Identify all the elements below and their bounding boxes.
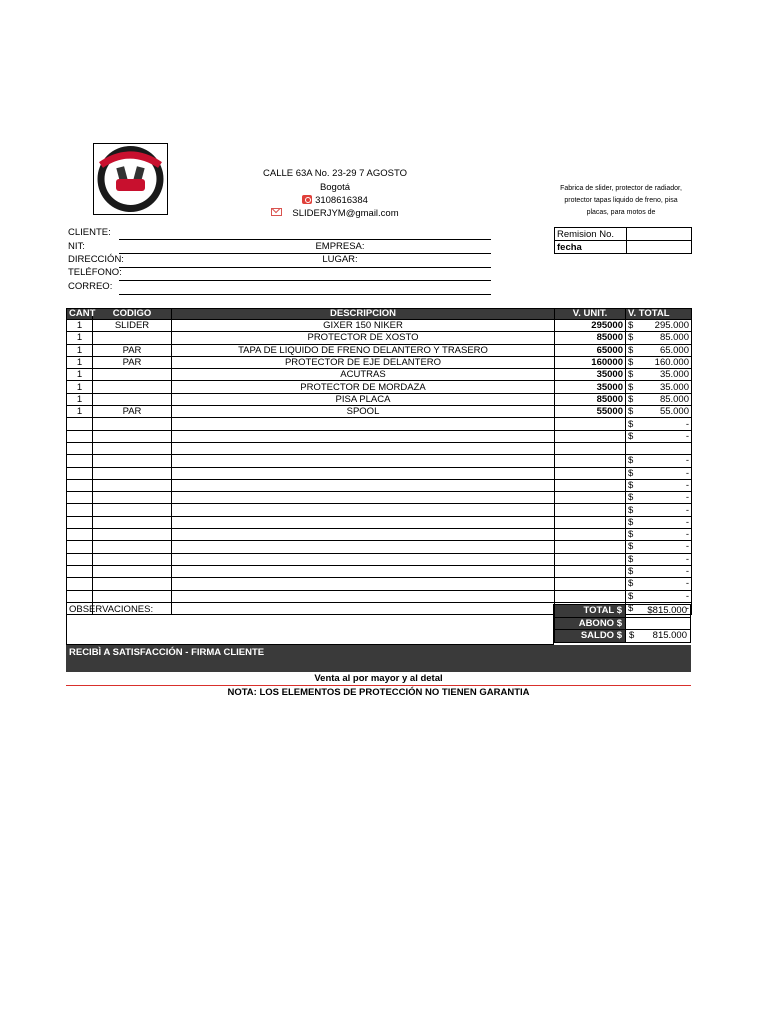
vtotal-currency: $ <box>628 357 634 369</box>
cell-codigo[interactable] <box>93 541 172 553</box>
cell-cant[interactable] <box>67 467 93 479</box>
vtotal-value: - <box>685 492 689 504</box>
cell-vunit[interactable]: 35000 <box>555 369 626 381</box>
table-row <box>67 455 692 467</box>
cell-codigo[interactable]: PAR <box>93 344 172 356</box>
vtotal-currency: $ <box>628 504 634 516</box>
table-row <box>67 553 692 565</box>
cell-vtotal <box>626 455 692 467</box>
cell-vtotal <box>626 565 692 577</box>
col-descripcion: DESCRIPCION <box>172 309 555 320</box>
table-row <box>67 590 692 602</box>
cell-descripcion[interactable] <box>172 578 555 590</box>
cell-descripcion[interactable]: PROTECTOR DE XOSTO <box>172 332 555 344</box>
cell-vunit[interactable] <box>555 516 626 528</box>
table-row <box>67 381 692 393</box>
cell-vunit[interactable] <box>555 541 626 553</box>
observaciones-box[interactable] <box>66 604 554 645</box>
table-row <box>67 565 692 577</box>
fecha-value[interactable] <box>627 241 692 254</box>
vtotal-currency: $ <box>628 332 634 344</box>
cell-descripcion[interactable] <box>172 504 555 516</box>
table-row <box>67 356 692 368</box>
cell-cant[interactable] <box>67 418 93 430</box>
cell-codigo[interactable] <box>93 442 172 454</box>
vtotal-currency: $ <box>628 578 634 590</box>
vtotal-currency: $ <box>628 467 634 479</box>
items-table <box>66 308 692 615</box>
cell-descripcion[interactable] <box>172 430 555 442</box>
company-phone <box>230 195 440 207</box>
cell-cant[interactable] <box>67 529 93 541</box>
vtotal-value: - <box>685 566 689 578</box>
vtotal-value: 85.000 <box>659 332 689 344</box>
cell-descripcion[interactable]: PISA PLACA <box>172 393 555 405</box>
vtotal-currency: $ <box>628 320 634 332</box>
cell-vtotal <box>626 578 692 590</box>
vtotal-value: - <box>685 430 689 442</box>
cell-vunit[interactable]: 85000 <box>555 393 626 405</box>
firma-cliente: RECIBÌ A SATISFACCIÓN - FIRMA CLIENTE <box>66 645 691 672</box>
cell-vunit[interactable] <box>555 479 626 491</box>
cell-cant[interactable] <box>67 479 93 491</box>
cell-vunit[interactable] <box>555 504 626 516</box>
vtotal-value: - <box>685 504 689 516</box>
vtotal-value: - <box>685 529 689 541</box>
cell-vunit[interactable] <box>555 467 626 479</box>
vtotal-value: - <box>685 455 689 467</box>
cell-descripcion[interactable] <box>172 467 555 479</box>
cell-vunit[interactable] <box>555 565 626 577</box>
telefono-label: TELÉFONO: <box>68 267 122 278</box>
cell-vtotal <box>626 430 692 442</box>
empresa-label: EMPRESA: <box>315 241 365 252</box>
cell-vunit[interactable] <box>555 442 626 454</box>
cell-descripcion[interactable]: ACUTRAS <box>172 369 555 381</box>
cell-codigo[interactable] <box>93 492 172 504</box>
nota-text: NOTA: LOS ELEMENTOS DE PROTECCIÓN NO TIENEN GARANTIA <box>227 687 530 698</box>
cell-descripcion[interactable] <box>172 455 555 467</box>
vtotal-value: - <box>685 553 689 565</box>
cell-vunit[interactable] <box>555 578 626 590</box>
cell-vtotal <box>626 381 692 393</box>
cell-codigo[interactable]: SLIDER <box>93 320 172 332</box>
cell-vunit[interactable]: 35000 <box>555 381 626 393</box>
table-row <box>67 467 692 479</box>
cell-cant[interactable]: 1 <box>67 406 93 418</box>
vtotal-currency: $ <box>628 430 634 442</box>
cell-descripcion[interactable] <box>172 516 555 528</box>
cell-vtotal <box>626 504 692 516</box>
col-vunit: V. UNIT. <box>555 309 626 320</box>
vtotal-currency: $ <box>628 344 634 356</box>
cell-vunit[interactable] <box>555 553 626 565</box>
vtotal-value: 35.000 <box>659 381 689 393</box>
vtotal-value: - <box>685 467 689 479</box>
cell-cant[interactable] <box>67 553 93 565</box>
saldo-label: SALDO $ <box>555 630 626 643</box>
cell-cant[interactable] <box>67 590 93 602</box>
table-row <box>67 430 692 442</box>
vtotal-currency: $ <box>628 590 634 602</box>
vtotal-value: - <box>685 516 689 528</box>
cell-descripcion[interactable] <box>172 492 555 504</box>
saldo-currency: $ <box>629 630 635 642</box>
cell-vunit[interactable] <box>555 529 626 541</box>
vtotal-currency: $ <box>628 529 634 541</box>
vtotal-currency: $ <box>628 480 634 491</box>
cell-descripcion[interactable] <box>172 479 555 491</box>
cell-codigo[interactable] <box>93 553 172 565</box>
cell-descripcion[interactable] <box>172 442 555 454</box>
whatsapp-icon <box>302 195 312 204</box>
table-row <box>67 578 692 590</box>
cell-codigo[interactable] <box>93 516 172 528</box>
cell-cant[interactable] <box>67 516 93 528</box>
cell-codigo[interactable] <box>93 418 172 430</box>
cell-cant[interactable]: 1 <box>67 344 93 356</box>
cell-codigo[interactable] <box>93 504 172 516</box>
correo-label: CORREO: <box>68 281 113 292</box>
cliente-field[interactable] <box>119 239 491 240</box>
vtotal-currency: $ <box>628 369 634 381</box>
cell-vtotal <box>626 467 692 479</box>
vtotal-currency: $ <box>628 541 634 553</box>
cell-vtotal <box>626 418 692 430</box>
direccion-label: DIRECCIÓN: <box>68 254 124 265</box>
cell-codigo[interactable] <box>93 393 172 405</box>
fecha-label: fecha <box>555 241 627 254</box>
divider-line <box>66 685 691 686</box>
cell-cant[interactable] <box>67 455 93 467</box>
cell-vtotal <box>626 369 692 381</box>
nit-label: NIT: <box>68 241 85 252</box>
table-row <box>67 344 692 356</box>
cell-codigo[interactable] <box>93 529 172 541</box>
cell-vtotal <box>626 344 692 356</box>
cell-codigo[interactable] <box>93 578 172 590</box>
saldo-value-cell <box>626 630 691 643</box>
vtotal-value: - <box>685 578 689 590</box>
cell-codigo[interactable] <box>93 479 172 491</box>
cell-vunit[interactable] <box>555 455 626 467</box>
vtotal-currency: $ <box>628 393 634 405</box>
cell-vunit[interactable]: 85000 <box>555 332 626 344</box>
vtotal-currency: $ <box>628 381 634 393</box>
company-email <box>230 208 440 220</box>
cell-vunit[interactable]: 295000 <box>555 320 626 332</box>
col-codigo: CODIGO <box>93 309 172 320</box>
cell-cant[interactable] <box>67 442 93 454</box>
cell-codigo[interactable] <box>93 430 172 442</box>
cell-descripcion[interactable] <box>172 590 555 602</box>
cell-cant[interactable]: 1 <box>67 320 93 332</box>
cell-vtotal <box>626 356 692 368</box>
cell-vunit[interactable] <box>555 430 626 442</box>
vtotal-currency: $ <box>628 406 634 418</box>
cell-descripcion[interactable] <box>172 418 555 430</box>
cell-cant[interactable]: 1 <box>67 369 93 381</box>
items-header-row <box>67 309 692 320</box>
vtotal-currency: $ <box>628 553 634 565</box>
vtotal-value: - <box>685 602 689 614</box>
table-row <box>67 369 692 381</box>
table-row <box>67 320 692 332</box>
cell-vtotal <box>626 332 692 344</box>
cell-descripcion[interactable] <box>172 565 555 577</box>
cell-vtotal <box>626 541 692 553</box>
cell-descripcion[interactable]: SPOOL <box>172 406 555 418</box>
vtotal-value: 295.000 <box>654 320 689 332</box>
cell-vunit[interactable]: 160000 <box>555 356 626 368</box>
cell-cant[interactable] <box>67 578 93 590</box>
cell-codigo[interactable] <box>93 590 172 602</box>
cell-descripcion[interactable]: PROTECTOR DE MORDAZA <box>172 381 555 393</box>
company-address: CALLE 63A No. 23-29 7 AGOSTO <box>263 168 407 179</box>
cell-vtotal <box>626 492 692 504</box>
remision-value[interactable] <box>627 228 692 241</box>
cell-vunit[interactable]: 65000 <box>555 344 626 356</box>
vtotal-value: - <box>685 418 689 430</box>
vtotal-value: - <box>685 541 689 553</box>
table-row <box>67 529 692 541</box>
mail-icon <box>271 208 282 216</box>
table-row <box>67 479 692 491</box>
table-row <box>67 541 692 553</box>
table-row <box>67 516 692 528</box>
col-cant: CANT <box>67 309 93 320</box>
table-row <box>67 393 692 405</box>
direccion-field[interactable] <box>119 267 491 268</box>
cliente-label: CLIENTE: <box>68 227 111 238</box>
cell-vtotal <box>626 393 692 405</box>
cell-cant[interactable]: 1 <box>67 356 93 368</box>
cell-vunit[interactable] <box>555 492 626 504</box>
correo-field[interactable] <box>119 294 491 295</box>
cell-cant[interactable]: 1 <box>67 381 93 393</box>
cell-vtotal <box>626 516 692 528</box>
vtotal-value: 85.000 <box>659 393 689 405</box>
cell-vtotal <box>626 406 692 418</box>
cell-vunit[interactable] <box>555 590 626 602</box>
cell-cant[interactable]: 1 <box>67 332 93 344</box>
vtotal-currency: $ <box>628 602 634 614</box>
cell-codigo[interactable] <box>93 369 172 381</box>
total-label: TOTAL $ <box>555 605 626 618</box>
vtotal-value: 35.000 <box>659 369 689 381</box>
vtotal-currency: $ <box>628 492 634 504</box>
remision-label: Remision No. <box>555 228 627 241</box>
cell-cant[interactable] <box>67 565 93 577</box>
cell-vtotal <box>626 590 692 602</box>
cell-vtotal <box>626 442 692 454</box>
cell-codigo[interactable]: PAR <box>93 406 172 418</box>
cell-codigo[interactable]: PAR <box>93 356 172 368</box>
cell-descripcion[interactable]: TAPA DE LIQUIDO DE FRENO DELANTERO Y TRASERO <box>172 344 555 356</box>
company-logo <box>93 143 168 215</box>
cell-vunit[interactable] <box>555 418 626 430</box>
cell-codigo[interactable] <box>93 455 172 467</box>
vtotal-currency: $ <box>628 516 634 528</box>
cell-codigo[interactable] <box>93 381 172 393</box>
vtotal-value: - <box>685 590 689 602</box>
cell-codigo[interactable] <box>93 467 172 479</box>
cell-vtotal <box>626 320 692 332</box>
email-address: SLIDERJYM@gmail.com <box>292 208 399 219</box>
cell-descripcion[interactable]: GIXER 150 NIKER <box>172 320 555 332</box>
vtotal-currency: $ <box>628 566 634 578</box>
cell-descripcion[interactable]: PROTECTOR DE EJE DELANTERO <box>172 356 555 368</box>
saldo-value: 815.000 <box>652 630 687 642</box>
vtotal-value: - <box>685 480 689 491</box>
company-city: Bogotá <box>319 182 351 193</box>
observaciones-label: OBSERVACIONES: <box>69 604 154 615</box>
table-row <box>67 492 692 504</box>
venta-text: Venta al por mayor y al detal <box>314 673 443 684</box>
table-row <box>67 504 692 516</box>
company-description: Fabrica de slider, protector de radiador, protector tapas liquido de freno, pisa placas, para motos de <box>560 185 682 216</box>
table-row <box>67 332 692 344</box>
total-value: $815.000 <box>626 605 691 618</box>
vtotal-currency: $ <box>628 418 634 430</box>
table-row <box>67 406 692 418</box>
abono-label: ABONO $ <box>555 617 626 630</box>
cell-cant[interactable]: 1 <box>67 393 93 405</box>
cell-cant[interactable] <box>67 504 93 516</box>
vtotal-value: 55.000 <box>659 406 689 418</box>
cell-cant[interactable] <box>67 492 93 504</box>
cell-vtotal <box>626 529 692 541</box>
lugar-label: LUGAR: <box>322 254 358 265</box>
table-row <box>67 442 692 454</box>
vtotal-value: 65.000 <box>659 344 689 356</box>
cell-codigo[interactable] <box>93 332 172 344</box>
vtotal-currency: $ <box>628 455 634 467</box>
cell-vtotal <box>626 553 692 565</box>
telefono-field[interactable] <box>119 280 491 281</box>
cell-descripcion[interactable] <box>172 529 555 541</box>
cell-cant[interactable] <box>67 430 93 442</box>
cell-vtotal <box>626 479 692 491</box>
phone-number: 3108616384 <box>315 195 368 206</box>
cell-descripcion[interactable] <box>172 541 555 553</box>
vtotal-value: 160.000 <box>654 357 689 369</box>
abono-value[interactable] <box>626 617 691 630</box>
cell-codigo[interactable] <box>93 565 172 577</box>
totals-table <box>554 604 691 643</box>
remision-box <box>554 227 692 254</box>
col-vtotal: V. TOTAL <box>626 309 692 320</box>
cell-vunit[interactable]: 55000 <box>555 406 626 418</box>
cell-descripcion[interactable] <box>172 553 555 565</box>
cell-cant[interactable] <box>67 541 93 553</box>
table-row <box>67 418 692 430</box>
